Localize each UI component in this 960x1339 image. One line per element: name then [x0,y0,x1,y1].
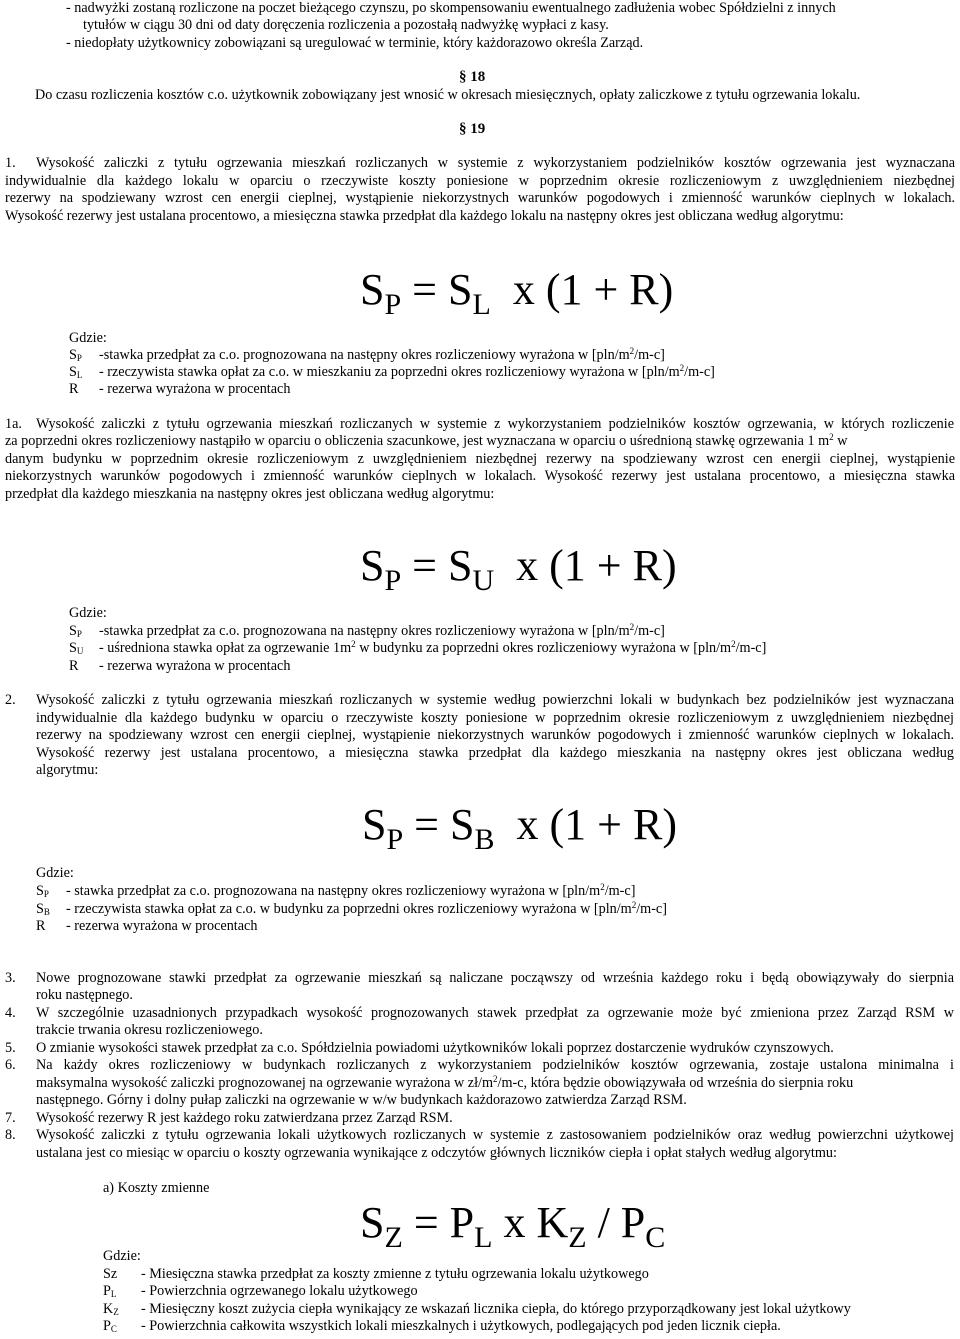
text-line: algorytmu: [36,762,99,778]
text-line: Wysokość zaliczki z tytułu ogrzewania mieszkań rozliczanych w systemie z wykorzystaniem podzielników kosztów ogrzewania, w których rozliczenie [36,416,954,432]
definition-row: $S_B$ - rzeczywista stawka opłat za c.o. w budynku za poprzedni okres rozliczeniowy wyrażona w $[pln/m^2/m-c]$ [36,900,667,917]
definition-row: $S_P$ -stawka przedpłat za c.o. prognozowana na następny okres rozliczeniowy wyrażona w $[pln/m^2/m-c]$ [69,346,665,363]
text-line: tytułów w ciągu 30 dni od daty doręczenia rozliczenia a pozostałą nadwyżkę wypłaci z kasy. [83,17,609,33]
gdzie-label: Gdzie: [103,1248,141,1264]
paragraph-number: 4. [5,1005,16,1021]
text-line: roku następnego. [36,987,133,1003]
paragraph-number: 1. [5,155,16,171]
text-line: trakcie trwania okresu rozliczeniowego. [36,1022,263,1038]
formula-sz: $S_Z = P_L$ x $K_Z / P_C$ [360,1198,666,1254]
text-line: Nowe prognozowane stawki przedpłat za ogrzewanie mieszkań są naliczane począwszy od września każdego roku i będą obowiązywały do sierpnia [36,970,954,986]
section-19-heading: § 19 [459,121,486,137]
paragraph-number: 2. [5,692,16,708]
definition-row: R - rezerwa wyrażona w procentach [69,381,291,397]
definition-row: $S_P$ -stawka przedpłat za c.o. prognozowana na następny okres rozliczeniowy wyrażona w $[pln/m^2/m-c]$ [69,622,665,639]
text-line: - niedopłaty użytkownicy zobowiązani są uregulować w terminie, który każdorazowo określa Zarząd. [66,35,644,51]
text-line: indywidualnie dla każdego lokalu w oparciu o rzeczywiste koszty poniesione w poprzednim okresie rozliczeniowym z uwzględnieniem niezbędnej [5,173,955,189]
definition-row: Sz - Miesięczna stawka przedpłat za koszty zmienne z tytułu ogrzewania lokalu użytkowego [103,1266,649,1282]
text-line: Na każdy okres rozliczeniowy w budynkach rozliczanych z wykorzystaniem podzielników kosztów ogrzewania, zostaje ustalona minimalna i [36,1057,954,1073]
definition-row: R - rezerwa wyrażona w procentach [36,918,258,934]
section-18-heading: § 18 [459,69,486,85]
definition-row: $K_Z$ - Miesięczny koszt zużycia ciepła wynikający ze wskazań licznika ciepła, do którego przyporządkowany jest lokal użytkowy [103,1301,851,1317]
definition-row: $S_P$ - stawka przedpłat za c.o. prognozowana na następny okres rozliczeniowy wyrażona w $[pln/m^2/m-c]$ [36,882,636,899]
text-line: za poprzedni okres rozliczeniowy nastąpiło w oparciu o obliczenia szacunkowe, jest wyznaczana w oparciu o uśrednioną stawkę ogrzewania 1 $m^2$ w [5,432,848,449]
paragraph-number: 5. [5,1040,16,1056]
subsection-label: a) Koszty zmienne [103,1180,210,1196]
text-line: następnego. Górny i dolny pułap zaliczki na ogrzewanie w w/w budynkach każdorazowo zatwierdza Zarząd RSM. [36,1092,687,1108]
definition-row: $S_L$ - rzeczywista stawka opłat za c.o. w mieszkaniu za poprzedni okres rozliczeniowy wyrażona w $[pln/m^2/m-c]$ [69,363,715,380]
formula-sp-sb: $S_P = S_B$ x (1 + R) [362,800,677,856]
text-line: Wysokość rezerwy jest ustalana procentowo, a miesięczna stawka przedpłat dla każdego mieszkania na następny okres jest obliczana według [36,745,954,761]
gdzie-label: Gdzie: [36,865,74,881]
paragraph-number: 3. [5,970,16,986]
text-line: niekorzystnych warunków pogodowych i zmienność warunków cieplnych w lokalach. Wysokość rezerwy jest ustalana procentowo, a miesięczna stawka [5,468,955,484]
text-line: Wysokość zaliczki z tytułu ogrzewania lokali użytkowych rozliczanych w systemie z zastosowaniem podzielników oraz według powierzchni użytkowej [36,1127,954,1143]
text-line: maksymalna wysokość zaliczki prognozowanej na ogrzewanie wyrażona w $zł/m^2/m-c$, która będzie obowiązywała od września do sierpnia roku [36,1074,854,1091]
definition-row: $P_L$ - Powierzchnia ogrzewanego lokalu użytkowego [103,1283,418,1299]
paragraph-number: 1a. [5,416,22,432]
paragraph-number: 8. [5,1127,16,1143]
formula-sp-su: $S_P = S_U$ x (1 + R) [360,541,677,597]
text-line: rezerwy na spodziewany wzrost cen energii cieplnej, wystąpienie niekorzystnych warunków pogodowych i zmienność warunków cieplnych w lokalach. [5,190,955,206]
text-line: danym budynku w poprzednim okresie rozliczeniowym z uwzględnieniem niezbędnej rezerwy na spodziewany wzrost cen energii cieplnej, wystąpienie [5,451,955,467]
paragraph-number: 7. [5,1110,16,1126]
definition-row: $P_C$ - Powierzchnia całkowita wszystkich lokali mieszkalnych i użytkowych, podlegających pod jeden licznik ciepła. [103,1318,781,1334]
text-line: Wysokość rezerwy R jest każdego roku zatwierdzana przez Zarząd RSM. [36,1110,453,1126]
gdzie-label: Gdzie: [69,605,107,621]
text-line: rezerwy na spodziewany wzrost cen energii cieplnej, wystąpienie niekorzystnych warunków pogodowych i zmienność warunków cieplnych w lokalach. [36,727,954,743]
text-line: - nadwyżki zostaną rozliczone na poczet bieżącego czynszu, po skompensowaniu ewentualnego zadłużenia wobec Spółdzielni z innych [66,0,836,16]
gdzie-label: Gdzie: [69,330,107,346]
text-line: Wysokość rezerwy jest ustalana procentowo, a miesięczna stawka przedpłat dla każdego lokalu na następny okres jest obliczana według algorytmu: [5,208,844,224]
text-line: Wysokość zaliczki z tytułu ogrzewania mieszkań rozliczanych w systemie według powierzchni lokali w budynkach bez podzielników jest wyznaczana [36,692,954,708]
text-line: Wysokość zaliczki z tytułu ogrzewania mieszkań rozliczanych w systemie z wykorzystaniem podzielników kosztów ogrzewania jest wyznaczana [36,155,955,171]
definition-row: R - rezerwa wyrażona w procentach [69,658,291,674]
text-line: ustalana jest co miesiąc w oparciu o koszty ogrzewania wynikające z odczytów głównych liczników ciepła i opłat stałych według algorytmu: [36,1145,837,1161]
paragraph-number: 6. [5,1057,16,1073]
text-line: przedpłat dla każdego mieszkania na następny okres jest obliczana według algorytmu: [5,486,495,502]
text-line: O zmianie wysokości stawek przedpłat za c.o. Spółdzielnia powiadomi użytkowników lokali poprzez dostarczenie wydruków czynszowych. [36,1040,834,1056]
text-line: indywidualnie dla każdego budynku w oparciu o rzeczywiste koszty poniesione w poprzednim okresie rozliczeniowym z uwzględnieniem niezbędnej [36,710,954,726]
section-18-text: Do czasu rozliczenia kosztów c.o. użytkownik zobowiązany jest wnosić w okresach miesięcznych, opłaty zaliczkowe z tytułu ogrzewania lokalu. [35,87,861,103]
formula-sp-sl: $S_P = S_L$ x (1 + R) [360,265,674,321]
definition-row: $S_U$ - uśredniona stawka opłat za ogrzewanie $1m^2$ w budynku za poprzedni okres rozliczeniowy wyrażona w $[pln/m^2/m-c]$ [69,639,767,656]
text-line: W szczególnie uzasadnionych przypadkach wysokość prognozowanych stawek przedpłat za ogrzewanie może być zmieniona przez Zarząd RSM w [36,1005,954,1021]
